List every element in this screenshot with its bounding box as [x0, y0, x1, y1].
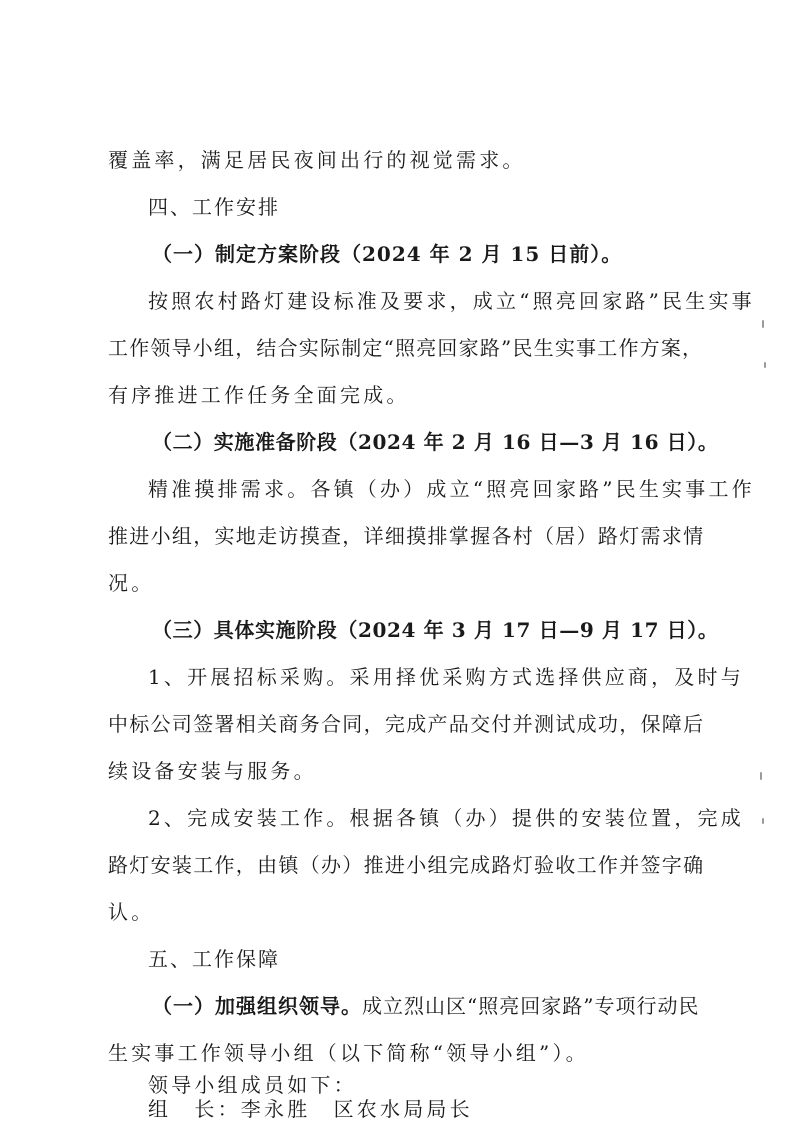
scan-speck [762, 818, 764, 824]
paragraph-line: 有序推进工作任务全面完成。 [108, 383, 410, 407]
paragraph-line: 推进小组，实地走访摸查，详细摸排掌握各村（居）路灯需求情 [108, 524, 705, 548]
subsection-heading: （一）制定方案阶段（2024 年 2 月 15 日前）。 [152, 242, 623, 266]
paragraph-line: 认。 [108, 900, 155, 924]
paragraph-line: 按照农村路灯建设标准及要求，成立“照亮回家路”民生实事 [148, 289, 755, 313]
member-line: 组 长：李永胜 区农水局局长 [148, 1097, 473, 1121]
paragraph-line: 2、完成安装工作。根据各镇（办）提供的安装位置，完成 [148, 806, 744, 830]
paragraph-line: 覆盖率，满足居民夜间出行的视觉需求。 [108, 148, 526, 172]
section-heading: 五、工作保障 [148, 947, 280, 971]
scan-speck [760, 772, 762, 780]
paragraph-line [152, 992, 712, 1020]
paragraph-line: 中标公司签署相关商务合同，完成产品交付并测试成功，保障后 [108, 712, 705, 736]
paragraph-line: 况。 [108, 571, 155, 595]
section-heading: 四、工作安排 [148, 195, 280, 219]
subsection-heading: （二）实施准备阶段（2024 年 2 月 16 日—3 月 16 日）。 [152, 430, 719, 454]
inline-text: 成立烈山区“照亮回家路”专项行动民 [362, 994, 700, 1018]
paragraph-line: 生实事工作领导小组（以下简称“领导小组”）。 [108, 1041, 589, 1065]
scan-speck [764, 362, 766, 368]
paragraph-line: 精准摸排需求。各镇（办）成立“照亮回家路”民生实事工作 [148, 477, 755, 501]
paragraph-line: 1、开展招标采购。采用择优采购方式选择供应商，及时与 [148, 665, 744, 689]
scan-speck [762, 320, 764, 328]
inline-heading: （一）加强组织领导。 [152, 994, 362, 1018]
paragraph-line: 路灯安装工作，由镇（办）推进小组完成路灯验收工作并签字确 [108, 853, 705, 877]
paragraph-line: 续设备安装与服务。 [108, 759, 317, 783]
paragraph-line: 工作领导小组，结合实际制定“照亮回家路”民生实事工作方案， [108, 336, 704, 360]
paragraph-line: 领导小组成员如下： [148, 1073, 357, 1097]
subsection-heading: （三）具体实施阶段（2024 年 3 月 17 日—9 月 17 日）。 [152, 618, 719, 642]
